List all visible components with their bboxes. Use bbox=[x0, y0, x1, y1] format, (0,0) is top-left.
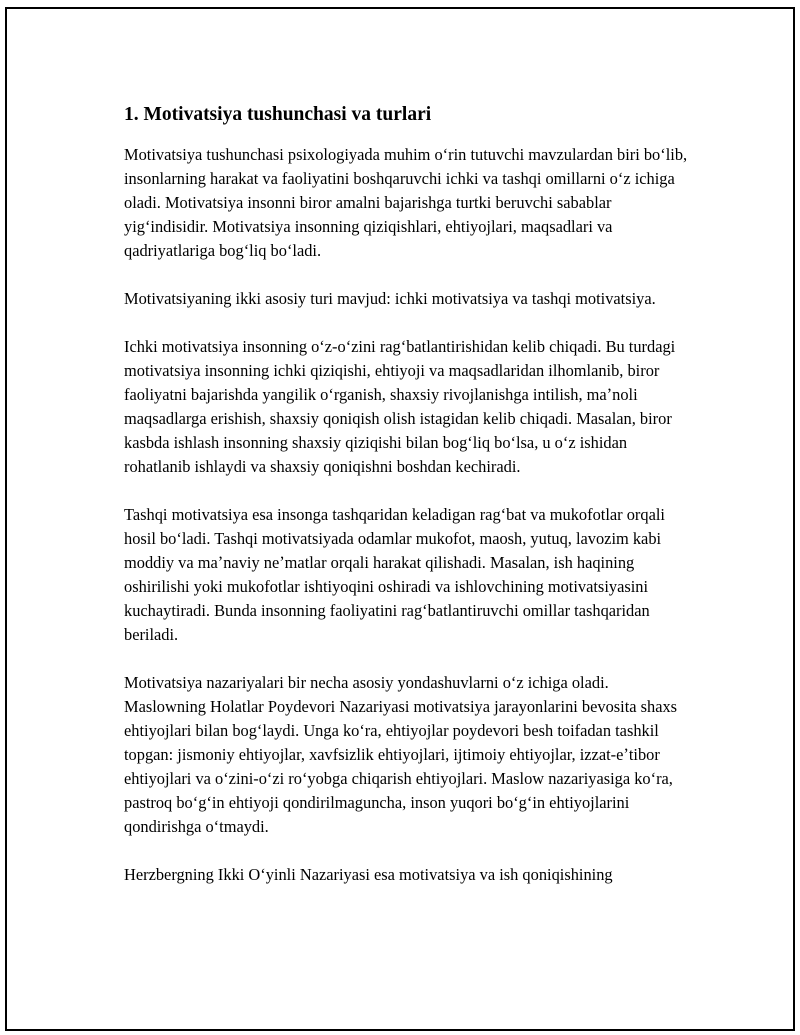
document-body bbox=[124, 101, 694, 911]
paragraph-motivation-theories: Motivatsiya nazariyalari bir necha asosiy yondashuvlarni oʻz ichiga oladi. Maslowning Holatlar Poydevori Nazariyasi motivatsiya jarayonlarini bevosita shaxs ehtiyojlari bilan bogʻlaydi. Unga koʻra, ehtiyojlar poydevori besh toifadan tashkil topgan: jismoniy ehtiyojlar, xavfsizlik ehtiyojlari, ijtimoiy ehtiyojlar, izzat-eʼtibor ehtiyojlari va oʻzini-oʻzi roʻyobga chiqarish ehtiyojlari. Maslow nazariyasiga koʻra, pastroq boʻgʻin ehtiyoji qondirilmaguncha, inson yuqori boʻgʻin ehtiyojlarini qondirishga oʻtmaydi. bbox=[124, 673, 678, 836]
paragraph-herzberg: Herzbergning Ikki Oʻyinli Nazariyasi esa motivatsiya va ish qoniqishining bbox=[124, 865, 613, 884]
document-page bbox=[5, 7, 795, 1031]
paragraph-extrinsic-motivation: Tashqi motivatsiya esa insonga tashqaridan keladigan ragʻbat va mukofotlar orqali hosil boʻladi. Tashqi motivatsiyada odamlar mukofot, maosh, yutuq, lavozim kabi moddiy va maʼnaviy neʼmatlar orqali harakat qilishadi. Masalan, ish haqining oshirilishi yoki mukofotlar ishtiyoqini oshiradi va ishlovchining motivatsiyasini kuchaytiradi. Bunda insonning faoliyatini ragʻbatlantiruvchi omillar tashqaridan beriladi. bbox=[124, 505, 665, 644]
section-heading: 1. Motivatsiya tushunchasi va turlari bbox=[124, 104, 432, 125]
paragraph-intro: Motivatsiya tushunchasi psixologiyada muhim oʻrin tutuvchi mavzulardan biri boʻlib, insonlarning harakat va faoliyatini boshqaruvchi ichki va tashqi omillarni oʻz ichiga oladi. Motivatsiya insonni biror amalni bajarishga turtki beruvchi sabablar yigʻindisidir. Motivatsiya insonning qiziqishlari, ehtiyojlari, maqsadlari va qadriyatlariga bogʻliq boʻladi. bbox=[124, 145, 688, 260]
paragraph-intrinsic-motivation: Ichki motivatsiya insonning oʻz-oʻzini ragʻbatlantirishidan kelib chiqadi. Bu turdagi motivatsiya insonning ichki qiziqishi, ehtiyoji va maqsadlaridan ilhomlanib, biror faoliyatni bajarishda yangilik oʻrganish, shaxsiy rivojlanishga intilish, maʼnoli maqsadlarga erishish, shaxsiy qoniqish olish istagidan kelib chiqadi. Masalan, biror kasbda ishlash insonning shaxsiy qiziqishi bilan bogʻliq boʻlsa, u oʻz ishidan rohatlanib ishlaydi va shaxsiy qoniqishni boshdan kechiradi. bbox=[124, 337, 676, 476]
paragraph-types: Motivatsiyaning ikki asosiy turi mavjud: ichki motivatsiya va tashqi motivatsiya. bbox=[124, 289, 656, 308]
